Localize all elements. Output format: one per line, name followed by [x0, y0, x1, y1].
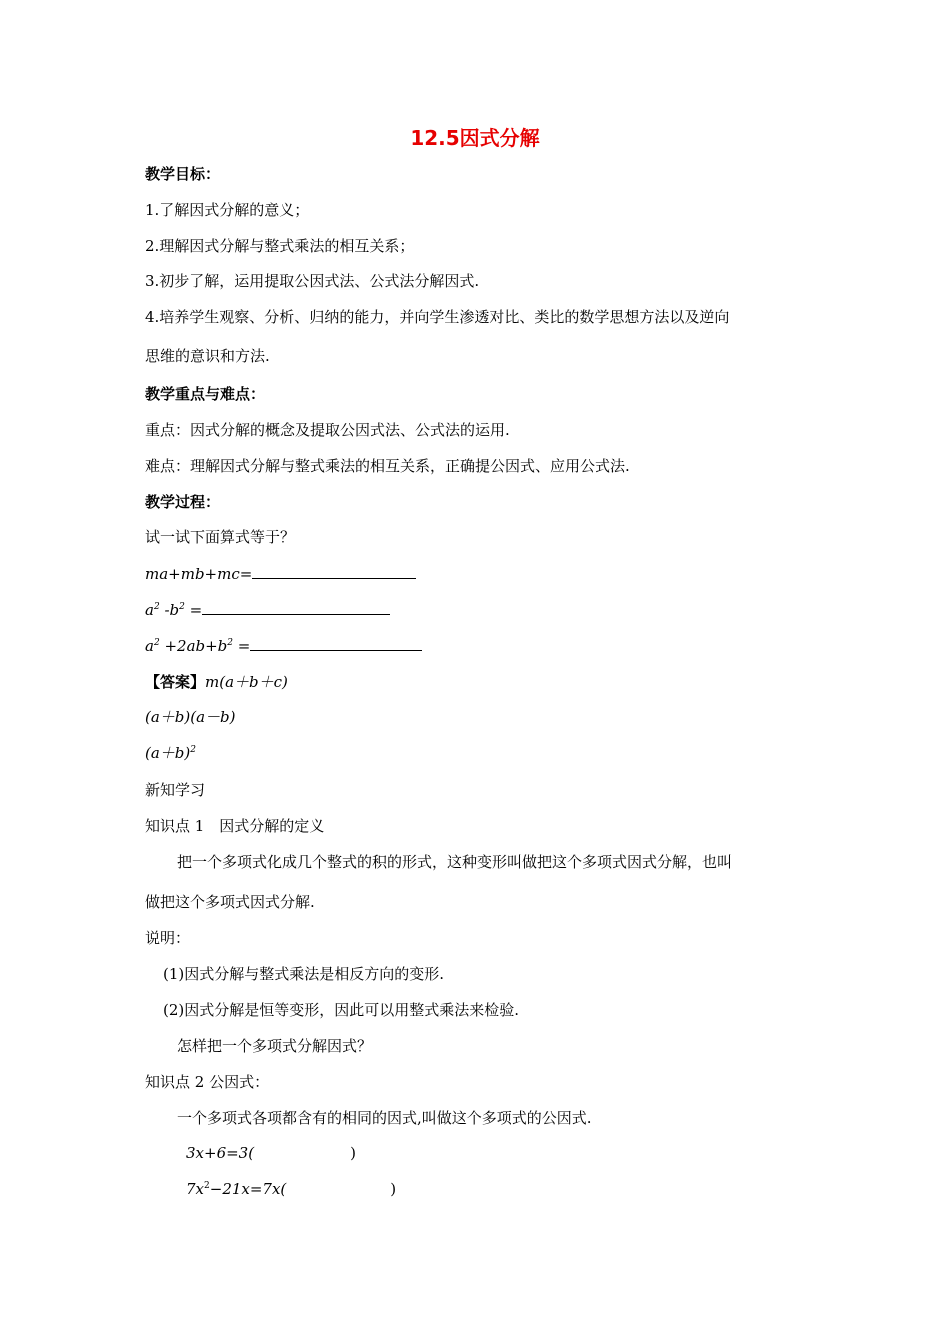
note-2: (2)因式分解是恒等变形，因此可以用整式乘法来检验.	[163, 1001, 520, 1019]
goals-heading: 教学目标：	[145, 165, 221, 183]
answer-2: (a＋b)(a－b)	[145, 708, 236, 726]
exercise-1-expr: ma+mb+mc=	[145, 565, 253, 583]
knowledge-point-2-title: 知识点 2 公因式：	[145, 1073, 270, 1091]
goal-item-4: 4.培养学生观察、分析、归纳的能力，并向学生渗透对比、类比的数学思想方法以及逆向	[145, 308, 730, 326]
example-1: 3x+6=3( )	[186, 1144, 356, 1162]
process-heading: 教学过程：	[145, 493, 221, 511]
difficult-point: 难点：理解因式分解与整式乘法的相互关系，正确提公因式、应用公式法.	[145, 457, 630, 475]
kp2-definition: 一个多项式各项都含有的相同的因式,叫做这个多项式的公因式.	[177, 1109, 592, 1127]
key-points-heading: 教学重点与难点：	[145, 385, 266, 403]
goal-item-3: 3.初步了解，运用提取公因式法、公式法分解因式.	[145, 272, 480, 290]
question: 怎样把一个多项式分解因式？	[177, 1037, 373, 1055]
exercise-3: $a^2 +2ab+b^2$ =	[145, 636, 422, 656]
document-title: 12.5因式分解	[410, 126, 540, 150]
note-label: 说明：	[145, 929, 191, 947]
answer-3: $(a+b)^2$	[145, 744, 196, 762]
answer-blank-1	[252, 564, 416, 579]
answer-1: 【答案】m(a＋b＋c)	[145, 673, 288, 691]
key-point: 重点：因式分解的概念及提取公因式法、公式法的运用.	[145, 421, 510, 439]
goal-item-2: 2.理解因式分解与整式乘法的相互关系；	[145, 237, 415, 255]
exercise-2: $a^2$ $-b^2$ =	[145, 600, 390, 620]
answer-label: 【答案】	[145, 673, 206, 691]
goal-item-1: 1.了解因式分解的意义；	[145, 201, 310, 219]
answer-blank-2	[202, 600, 390, 615]
example-2: $7x^2-21x=7x$( )	[186, 1180, 397, 1198]
knowledge-point-1-title: 知识点 1 因式分解的定义	[145, 817, 325, 835]
exercise-1	[145, 564, 416, 584]
new-knowledge-heading: 新知学习	[145, 781, 206, 799]
try-prompt: 试一试下面算式等于？	[145, 528, 296, 546]
kp1-definition: 把一个多项式化成几个整式的积的形式，这种变形叫做把这个多项式因式分解，也叫	[177, 853, 733, 871]
kp1-definition-cont: 做把这个多项式因式分解.	[145, 893, 315, 911]
answer-blank-3	[250, 636, 422, 651]
note-1: (1)因式分解与整式乘法是相反方向的变形.	[163, 965, 445, 983]
goal-item-4-cont: 思维的意识和方法.	[145, 347, 270, 365]
